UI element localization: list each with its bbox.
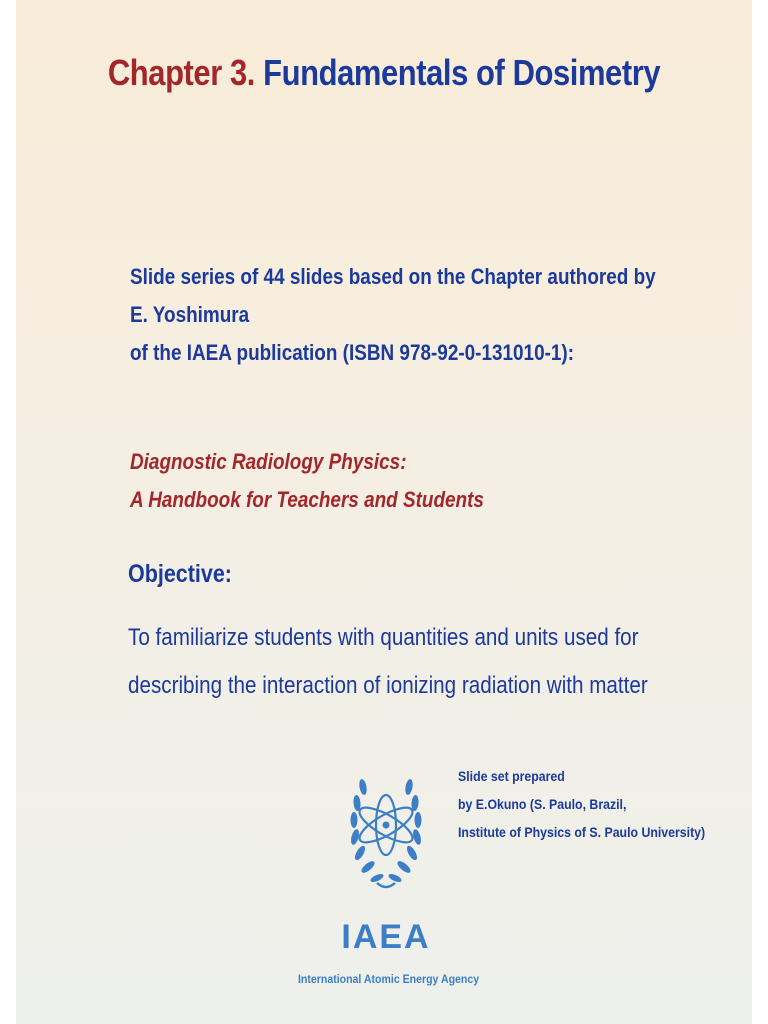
preparer-line: by E.Okuno (S. Paulo, Brazil, xyxy=(458,796,627,812)
objective-line: describing the interaction of ionizing radiation with matter xyxy=(128,672,648,699)
publication-line: of the IAEA publication (ISBN 978-92-0-131010-1): xyxy=(130,340,575,365)
objective-text xyxy=(128,614,648,710)
objective-heading: Objective: xyxy=(128,560,232,588)
series-description xyxy=(130,258,656,372)
prepared-line: Slide set prepared xyxy=(458,768,565,784)
iaea-atom-laurel-icon xyxy=(341,765,431,910)
book-title-line: Diagnostic Radiology Physics: xyxy=(130,449,407,474)
book-subtitle-line: A Handbook for Teachers and Students xyxy=(130,487,484,512)
institution-line: Institute of Physics of S. Paulo University) xyxy=(458,824,706,840)
series-line: Slide series of 44 slides based on the Chapter authored by xyxy=(130,264,656,289)
slide xyxy=(16,0,752,1024)
author-line: E. Yoshimura xyxy=(130,302,250,327)
iaea-full-name: International Atomic Energy Agency xyxy=(298,972,480,986)
objective-line: To familiarize students with quantities and units used for xyxy=(128,624,639,651)
book-title xyxy=(130,443,484,519)
iaea-acronym: IAEA xyxy=(341,918,431,956)
chapter-title: Fundamentals of Dosimetry xyxy=(263,52,661,93)
prepared-by-credit xyxy=(458,762,705,846)
chapter-number: Chapter 3. xyxy=(107,52,255,93)
slide-title xyxy=(68,52,701,94)
